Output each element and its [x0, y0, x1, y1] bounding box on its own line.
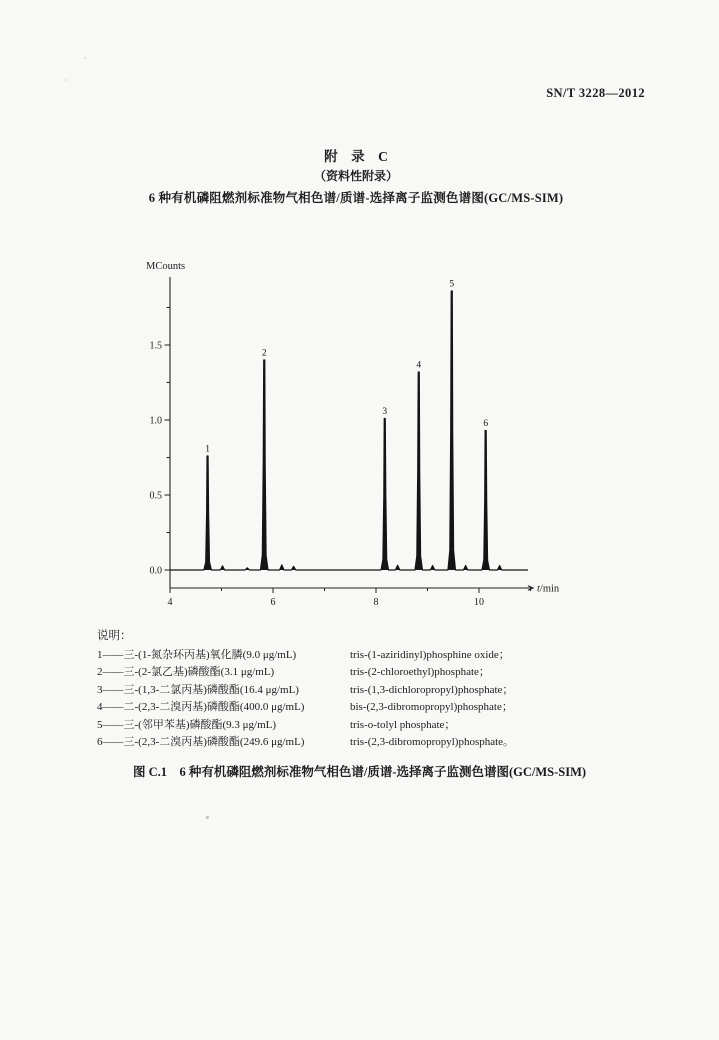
legend-item-number: 5: [97, 718, 103, 731]
peak-label: 1: [205, 444, 210, 455]
legend-item-number: 4: [97, 701, 103, 714]
legend-item-dash: ——: [102, 701, 123, 714]
legend-item-dash: ——: [102, 666, 123, 679]
x-tick-label: 4: [167, 597, 173, 608]
chromatogram-figure: [140, 250, 590, 615]
legend-item: [97, 734, 514, 751]
peak-label: 2: [261, 348, 267, 359]
peak-label: 6: [483, 419, 489, 429]
peak-label: 3: [382, 407, 388, 417]
legend-item-number: 6: [97, 736, 103, 749]
chromatogram-trace: [170, 291, 528, 570]
legend-item-name-cn: 三-(邻甲苯基)磷酸酯(9.3 μg/mL): [123, 718, 277, 731]
x-tick-label: 8: [373, 597, 379, 608]
scan-speck: [84, 57, 86, 59]
legend-item-name-cn: 三-(2-氯乙基)磷酸酯(3.1 μg/mL): [123, 666, 275, 679]
legend-item: [97, 717, 514, 734]
legend-item-name-en: tris-(1,3-dichloropropyl)phosphate；: [350, 683, 514, 696]
legend-item-name-cn: 三-(1,3-二氯丙基)磷酸酯(16.4 μg/mL): [123, 683, 299, 696]
legend-item-name-en: tris-(2,3-dibromopropyl)phosphate。: [350, 736, 515, 749]
legend-item-number: 1: [97, 649, 103, 661]
legend-item-name-cn: 三-(2,3-二溴丙基)磷酸酯(249.6 μg/mL): [123, 736, 305, 749]
legend-item-number: 3: [97, 683, 103, 696]
scan-speck: [206, 816, 209, 819]
legend-item-dash: ——: [102, 649, 123, 661]
appendix-label: 附 录 C: [324, 149, 388, 164]
x-axis-title: t/min: [537, 583, 560, 595]
chromatogram-chart: [140, 250, 590, 620]
y-tick-label: 0.0: [149, 565, 162, 577]
y-axis-title: MCounts: [146, 261, 186, 272]
figure-legend: [97, 627, 514, 751]
legend-item-dash: ——: [102, 718, 123, 731]
legend-item-name-en: bis-(2,3-dibromopropyl)phosphate；: [350, 701, 513, 714]
x-tick-label: 6: [270, 597, 276, 608]
legend-item-name-en: tris-o-tolyl phosphate；: [350, 718, 456, 731]
legend-item: [97, 647, 514, 664]
legend-heading: 说明：: [97, 630, 132, 642]
legend-item-name-en: tris-(2-chloroethyl)phosphate；: [350, 666, 490, 679]
figure-caption: 图 C.1 6 种有机磷阻燃剂标准物气相色谱/质谱-选择离子监测色谱图(GC/MS-SIM): [132, 765, 587, 779]
standard-number: SN/T 3228—2012: [546, 86, 645, 100]
legend-item-name-cn: 三-(1-氮杂环丙基)氧化膦(9.0 μg/mL): [123, 649, 297, 661]
legend-item-dash: ——: [102, 736, 123, 749]
legend-item-name-en: tris-(1-aziridinyl)phosphine oxide；: [350, 649, 510, 661]
y-tick-label: 1.0: [149, 415, 162, 427]
peak-label: 5: [449, 279, 455, 290]
legend-item: [97, 664, 514, 681]
appendix-title: 6 种有机磷阻燃剂标准物气相色谱/质谱-选择离子监测色谱图(GC/MS-SIM): [148, 191, 564, 205]
legend-item-dash: ——: [102, 683, 123, 696]
legend-item-number: 2: [97, 666, 103, 679]
legend-item-name-cn: 二-(2,3-二溴丙基)磷酸酯(400.0 μg/mL): [123, 701, 305, 714]
y-tick-label: 0.5: [149, 490, 162, 502]
x-tick-label: 10: [474, 597, 484, 608]
y-tick-label: 1.5: [149, 340, 162, 352]
legend-item: [97, 682, 514, 699]
appendix-type: （资料性附录）: [313, 169, 398, 183]
peak-label: 4: [416, 360, 422, 371]
scan-speck: [65, 79, 67, 81]
legend-item: [97, 699, 514, 716]
